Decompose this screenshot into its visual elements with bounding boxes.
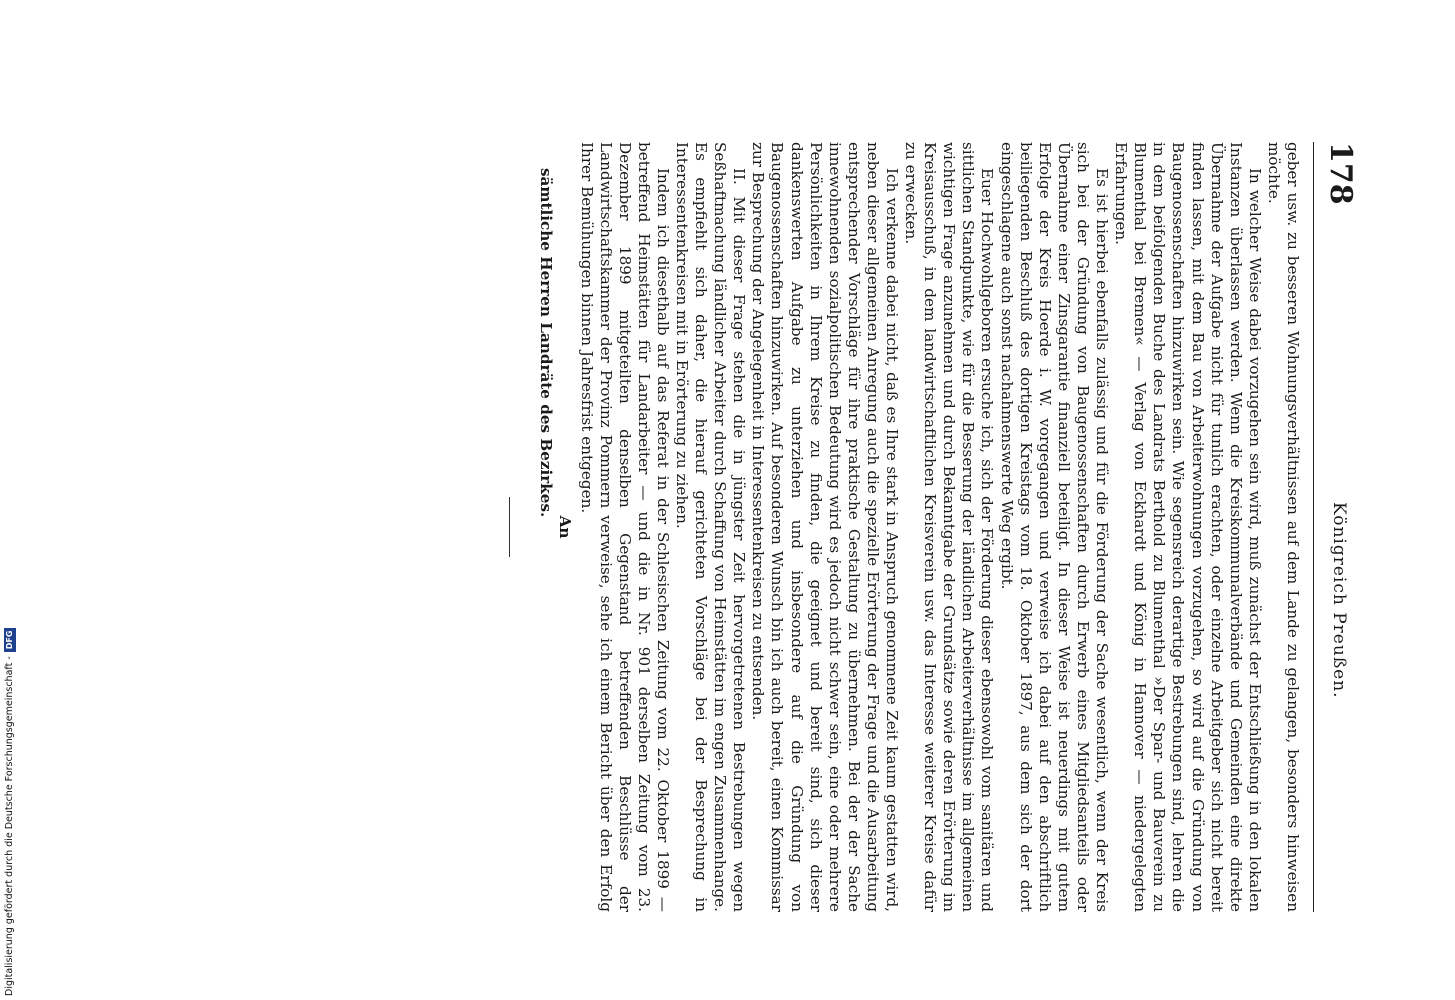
paragraph-6: II. Mit dieser Frage stehen die in jüngster Zeit hervorgetretenen Bestrebungen wegen Seßhaftmachung ländlicher Arbeiter durch Schaffung von Heimstätten im engen Zusammenhange. Es empfiehlt sich daher, die hierauf gerichteten Vorschläge bei der Besprechung in Interessentenkreisen mit in Erörterung zu ziehen.	[673, 142, 749, 912]
digitization-notice-text: Digitalisierung gefördert durch die Deutsche Forschungsgemeinschaft -	[4, 656, 15, 996]
running-head: Königreich Preußen.	[1329, 502, 1349, 699]
rotated-document-page	[120, 112, 1360, 942]
page-header	[1320, 142, 1360, 912]
header-rule	[1313, 142, 1314, 912]
dfg-logo: DFG	[4, 628, 16, 653]
addressee: sämtliche Herren Landräte des Bezirkes.	[537, 168, 556, 518]
paragraph-7: Indem ich diesethalb auf das Referat in der Schlesischen Zeitung vom 22. Oktober 1899 — betreffend Heimstätten für Landarbeiter — und die in Nr. 901 derselben Zeitung vom 23. Dezember 1899 mitgeteilten denselben Gegenstand betreffenden Beschlüsse der Landwirtschaftskammer der Provinz Pommern verweise, sehe ich einem Bericht über den Erfolg Ihrer Bemühungen binnen Jahresfrist entgegen.	[577, 142, 672, 912]
addressee-an: An	[556, 515, 575, 539]
paragraph-2: In welcher Weise dabei vorzugehen sein wird, muß zunächst der Entschließung in den lokalen Instanzen überlassen werden. Wenn die Kreiskommunalverbände und Gemeinden eine direkte Übernahme der Aufgabe nicht für tunlich erachten, oder einzelne Arbeitgeber sich nicht bereit finden lassen, mit dem Bau von Arbeiterwohnungen vorzugehen, so wird auf die Gründung von Baugenossenschaften hinzuwirken sein. Wie segensreich derartige Bestrebungen sind, lehren die in dem beifolgenden Buche des Landrats Berthold zu Blumenthal »Der Spar- und Bauverein zu Blumenthal bei Bremen« — Verlag von Eckhardt und König in Hannover — niedergelegten Erfahrungen.	[1112, 142, 1264, 912]
paragraph-4: Euer Hochwohlgeboren ersuche ich, sich der Förderung dieser ebensowohl vom sanitären und sittlichen Standpunkte, wie für die Besserung der ländlichen Arbeiterverhältnisse im allgemeinen wichtigen Frage anzunehmen und durch Bekanntgabe der Grundsätze sowie deren Erörterung im Kreisausschuß, in dem landwirtschaftlichen Kreisverein usw. das Interesse weiterer Kreise dafür zu erwecken.	[902, 142, 997, 912]
digitization-notice	[4, 0, 16, 996]
paragraph-1: geber usw. zu besseren Wohnungsverhältnissen auf dem Lande zu gelangen, besonders hinweisen möchte.	[1264, 142, 1302, 912]
end-rule	[509, 497, 510, 557]
paragraph-5: Ich verkenne dabei nicht, daß es Ihre stark in Anspruch genommene Zeit kaum gestatten wird, neben dieser allgemeinen Anregung auch die spezielle Erörterung der Frage und die Ausarbeitung entsprechender Vorschläge für ihre praktische Gestaltung zu übernehmen. Bei der der Sache innewohnenden sozialpolitischen Bedeutung wird es jedoch nicht schwer sein, eine oder mehrere Persönlichkeiten in Ihrem Kreise zu finden, die geeignet und bereit sind, sich dieser dankenswerten Aufgabe zu unterziehen und insbesondere auf die Gründung von Baugenossenschaften hinzuwirken. Auf besonderen Wunsch bin ich auch bereit, einen Kommissar zur Besprechung der Angelegenheit in Interessentenkreisen zu entsenden.	[749, 142, 902, 912]
body-text	[509, 142, 1302, 912]
paragraph-3: Es ist hierbei ebenfalls zulässig und für die Förderung der Sache wesentlich, wenn der Kreis sich bei der Gründung von Baugenossenschaften durch Erwerb eines Mitgliedsanteils oder Übernahme einer Zinsgarantie finanziell beteiligt. In dieser Weise ist neuerdings mit gutem Erfolge der Kreis Hoerde i. W. vorgegangen und verweise ich dabei auf den abschriftlich beiliegenden Beschluß des dortigen Kreistags vom 18. Oktober 1897, aus dem sich der dort eingeschlagene auch sonst nachahmenswerte Weg ergibt.	[997, 142, 1112, 912]
page-number: 178	[1323, 142, 1358, 205]
